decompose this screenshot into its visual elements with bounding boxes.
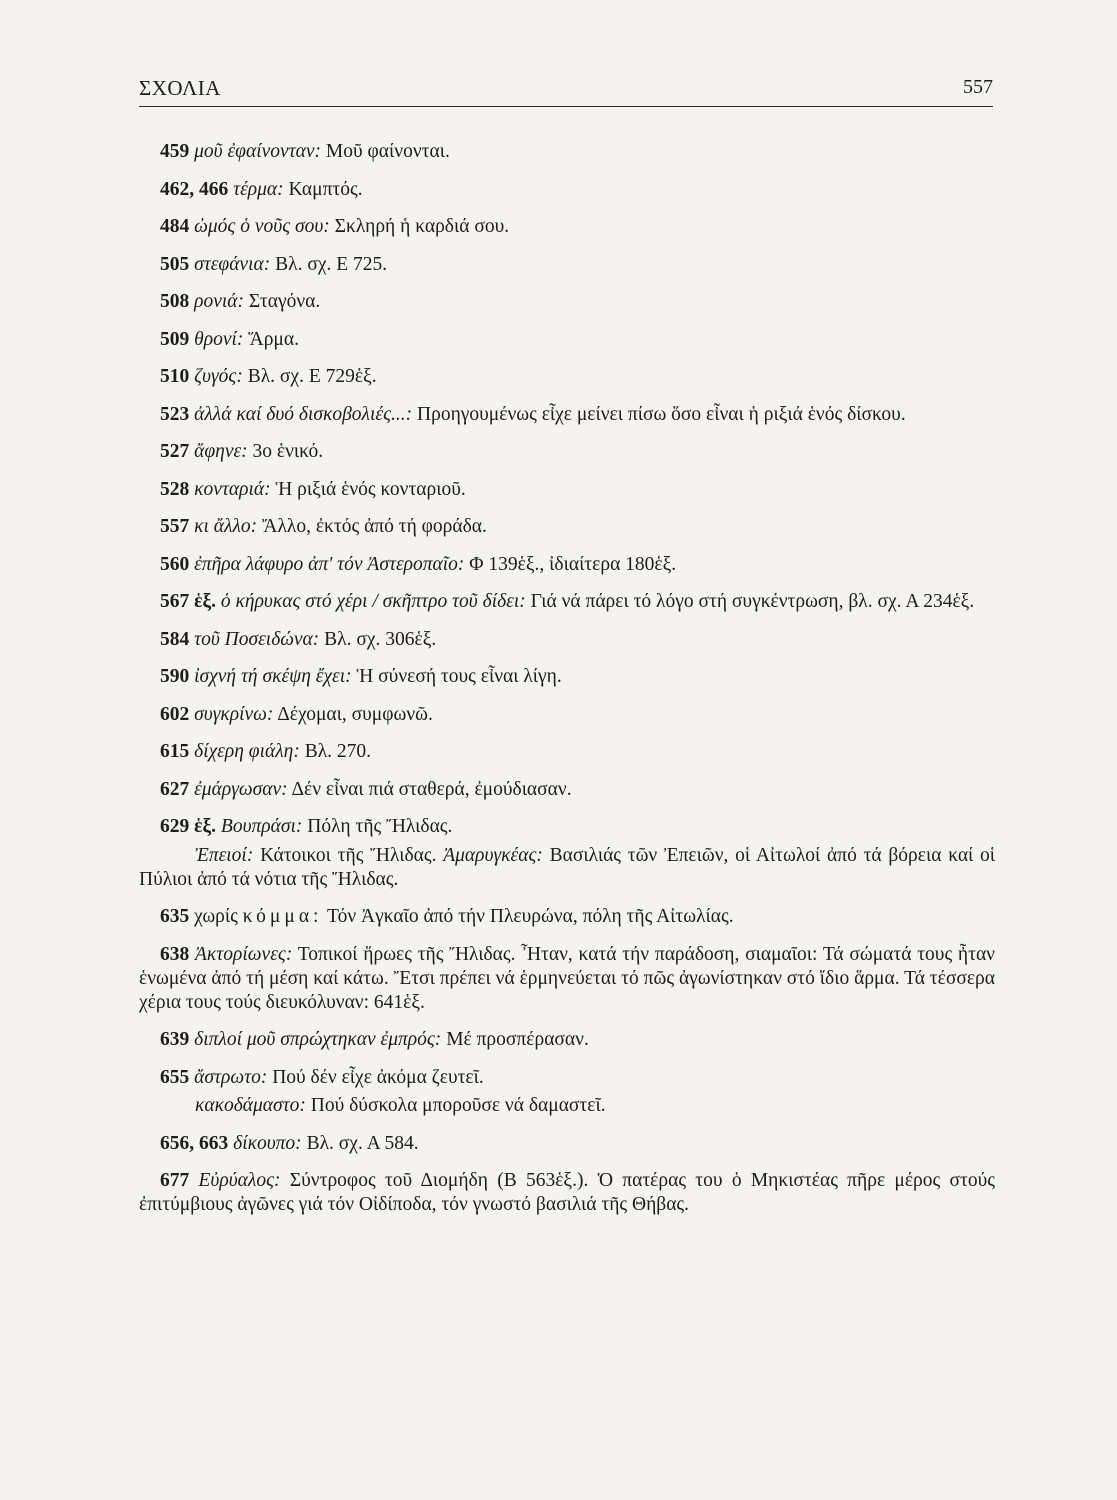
lemma: τέρμα: <box>233 178 284 200</box>
line-number: 638 <box>160 943 190 965</box>
gloss: 3ο ἑνικό. <box>252 441 324 462</box>
lemma: συγκρίνω: <box>194 703 274 725</box>
scholion-entry <box>139 665 995 689</box>
line-number: 615 <box>160 741 190 762</box>
line-number: 509 <box>160 328 190 350</box>
page-number: 557 <box>963 76 993 98</box>
lemma: ἄφηνε: <box>194 441 248 462</box>
scholion-entry <box>139 1169 995 1217</box>
scholion-entry <box>139 943 995 1015</box>
lemma: τοῦ Ποσειδώνα: <box>194 628 320 650</box>
lemma: ζυγός: <box>194 366 243 387</box>
scholion-entry <box>139 703 995 727</box>
scholion-entry <box>139 1028 995 1052</box>
scholion-entry <box>139 478 995 502</box>
line-number: 602 <box>160 703 190 725</box>
gloss: Ἡ σύνεσή τους εἶναι λίγη. <box>356 666 562 687</box>
scholion-entry <box>139 590 995 614</box>
gloss: Βλ. σχ. Ε 729ἑξ. <box>247 366 377 387</box>
scholion-entry <box>139 290 995 314</box>
gloss: Βασιλιάς τῶν Ἐπειῶν, οἱ Αἰτωλοί ἀπό τά βόρεια καί οἱ Πύλιοι ἀπό τά νότια τῆς Ἤλιδας. <box>139 844 996 890</box>
scholion-entry <box>139 140 995 164</box>
line-number: 560 <box>160 553 190 575</box>
gloss: Τόν Ἀγκαῖο ἀπό τήν Πλευρώνα, πόλη τῆς Αἰτωλίας. <box>327 906 734 927</box>
line-number: 590 <box>160 666 190 687</box>
lemma: ὁ κήρυκας στό χέρι / σκῆπτρο τοῦ δίδει: <box>220 591 526 612</box>
scholion-entry <box>139 815 995 839</box>
line-number: 557 <box>160 516 190 537</box>
gloss: Κάτοικοι τῆς Ἤλιδας. <box>260 844 437 866</box>
gloss: Δέχομαι, συμφωνῶ. <box>277 703 433 725</box>
lemma: χωρίς <box>194 906 238 927</box>
line-number: 567 ἑξ. <box>160 591 217 612</box>
gloss: Καμπτός. <box>288 178 363 200</box>
scholion-entry <box>139 403 995 427</box>
gloss: Δέν εἶναι πιά σταθερά, ἐμούδιασαν. <box>291 778 572 800</box>
lemma: ὠμός ὁ νοῦς σου: <box>194 216 330 237</box>
line-number: 527 <box>160 441 190 462</box>
line-number: 484 <box>160 216 190 237</box>
line-number: 677 <box>160 1170 190 1191</box>
lemma: Ἀμαρυγκέας: <box>443 844 543 866</box>
scholion-entry <box>139 628 995 652</box>
lemma: ἄστρωτο: <box>194 1066 268 1088</box>
lemma: Εὐρύαλος: <box>198 1170 281 1191</box>
running-header <box>139 76 993 106</box>
scholion-entry <box>139 1132 995 1156</box>
scholion-entry <box>139 178 995 202</box>
lemma: κονταριά: <box>194 478 271 500</box>
gloss: Βλ. σχ. 306ἑξ. <box>324 628 437 650</box>
line-number: 505 <box>160 253 190 275</box>
line-number: 655 <box>160 1066 190 1088</box>
lemma: δίκουπο: <box>233 1132 302 1154</box>
line-number: 459 <box>160 141 190 162</box>
running-title: ΣΧΟΛΙΑ <box>139 76 221 100</box>
gloss: Ἅρμα. <box>248 328 299 350</box>
line-number: 528 <box>160 478 190 500</box>
line-number: 639 <box>160 1029 190 1050</box>
line-number: 508 <box>160 291 190 312</box>
lemma-spaced: κόμμα: <box>242 906 323 927</box>
scholion-continuation <box>139 1094 995 1118</box>
lemma: μοῦ ἐφαίνονταν: <box>194 141 322 162</box>
gloss: Βλ. σχ. Α 584. <box>306 1132 419 1154</box>
line-number: 656, 663 <box>160 1132 229 1154</box>
line-number: 523 <box>160 403 190 425</box>
lemma: ἐμάργωσαν: <box>194 778 288 800</box>
scholion-entry <box>139 328 995 352</box>
scholion-entry <box>139 215 995 239</box>
lemma: διπλοί μοῦ σπρώχτηκαν ἐμπρός: <box>194 1029 442 1050</box>
scholion-entry <box>139 553 995 577</box>
gloss: Σκληρή ἡ καρδιά σου. <box>334 216 510 237</box>
scholion-entry <box>139 740 995 764</box>
line-number: 629 ἑξ. <box>160 816 217 837</box>
scholion-entry <box>139 905 995 929</box>
lemma: θρονί: <box>194 328 244 350</box>
gloss: Σύντροφος τοῦ Διομήδη (Β 563ἑξ.). Ὁ πατέρας του ὁ Μηκιστέας πῆρε μέρος στούς ἐπιτύμβιους ἀγῶνες γιά τόν Οἰδίποδα, τόν γνωστό βασιλιά τῆς Θήβας. <box>139 1170 995 1215</box>
gloss: Πόλη τῆς Ἤλιδας. <box>307 816 453 837</box>
scholion-entry <box>139 253 995 277</box>
line-number: 627 <box>160 778 190 800</box>
scholion-entry <box>139 1066 995 1090</box>
lemma: ἐπῆρα λάφυρο ἀπ' τόν Ἀστεροπαῖο: <box>194 553 465 575</box>
gloss: Πού δέν εἶχε ἀκόμα ζευτεῖ. <box>272 1066 484 1088</box>
gloss: Ἄλλο, ἐκτός ἀπό τή φοράδα. <box>262 516 487 537</box>
scholion-entry <box>139 440 995 464</box>
lemma: Ἀκτορίωνες: <box>195 943 293 965</box>
lemma: κακοδάμαστο: <box>195 1095 306 1116</box>
gloss: Πού δύσκολα μποροῦσε νά δαμαστεῖ. <box>310 1095 606 1116</box>
lemma: Βουπράσι: <box>220 816 303 837</box>
gloss: Τοπικοί ἥρωες τῆς Ἤλιδας. Ἦταν, κατά τήν παράδοση, σιαμαῖοι: Τά σώματά τους ἦταν ἑνωμένα ἀπό τή μέση καί κάτω. Ἔτσι πρέπει νά ἑρμηνεύεται τό πῶς ἀγωνίστηκαν στό ἴδιο ἅρμα. Τά τέσσερα χέρια τους τούς διευκόλυναν: 641ἑξ. <box>139 943 995 1013</box>
header-rule <box>139 106 993 107</box>
scholion-entry <box>139 365 995 389</box>
line-number: 584 <box>160 628 190 650</box>
gloss: Προηγουμένως εἶχε μείνει πίσω ὅσο εἶναι ἡ ριξιά ἑνός δίσκου. <box>417 403 906 425</box>
scholion-continuation <box>139 844 995 892</box>
gloss: Μοῦ φαίνονται. <box>325 141 450 162</box>
lemma: Ἐπειοί: <box>195 844 254 866</box>
gloss: Βλ. 270. <box>304 741 372 762</box>
line-number: 462, 466 <box>160 178 229 200</box>
lemma: κι ἄλλο: <box>194 516 258 537</box>
gloss: Γιά νά πάρει τό λόγο στή συγκέντρωση, βλ. σχ. Α 234ἑξ. <box>530 591 975 612</box>
scholion-entry <box>139 778 995 802</box>
gloss: Φ 139ἑξ., ἰδιαίτερα 180ἑξ. <box>469 553 677 575</box>
gloss: Μέ προσπέρασαν. <box>446 1029 589 1050</box>
gloss: Ἡ ριξιά ἑνός κονταριοῦ. <box>275 478 466 500</box>
gloss: Βλ. σχ. Ε 725. <box>275 253 388 275</box>
lemma: στεφάνια: <box>194 253 271 275</box>
scholia-list <box>139 140 995 1231</box>
lemma: δίχερη φιάλη: <box>194 741 300 762</box>
scholion-entry <box>139 515 995 539</box>
lemma: ἰσχνή τή σκέψη ἔχει: <box>194 666 352 687</box>
lemma: ἀλλά καί δυό δισκοβολιές...: <box>194 403 413 425</box>
lemma: ρονιά: <box>194 291 245 312</box>
gloss: Σταγόνα. <box>248 291 321 312</box>
line-number: 510 <box>160 366 190 387</box>
line-number: 635 <box>160 906 190 927</box>
